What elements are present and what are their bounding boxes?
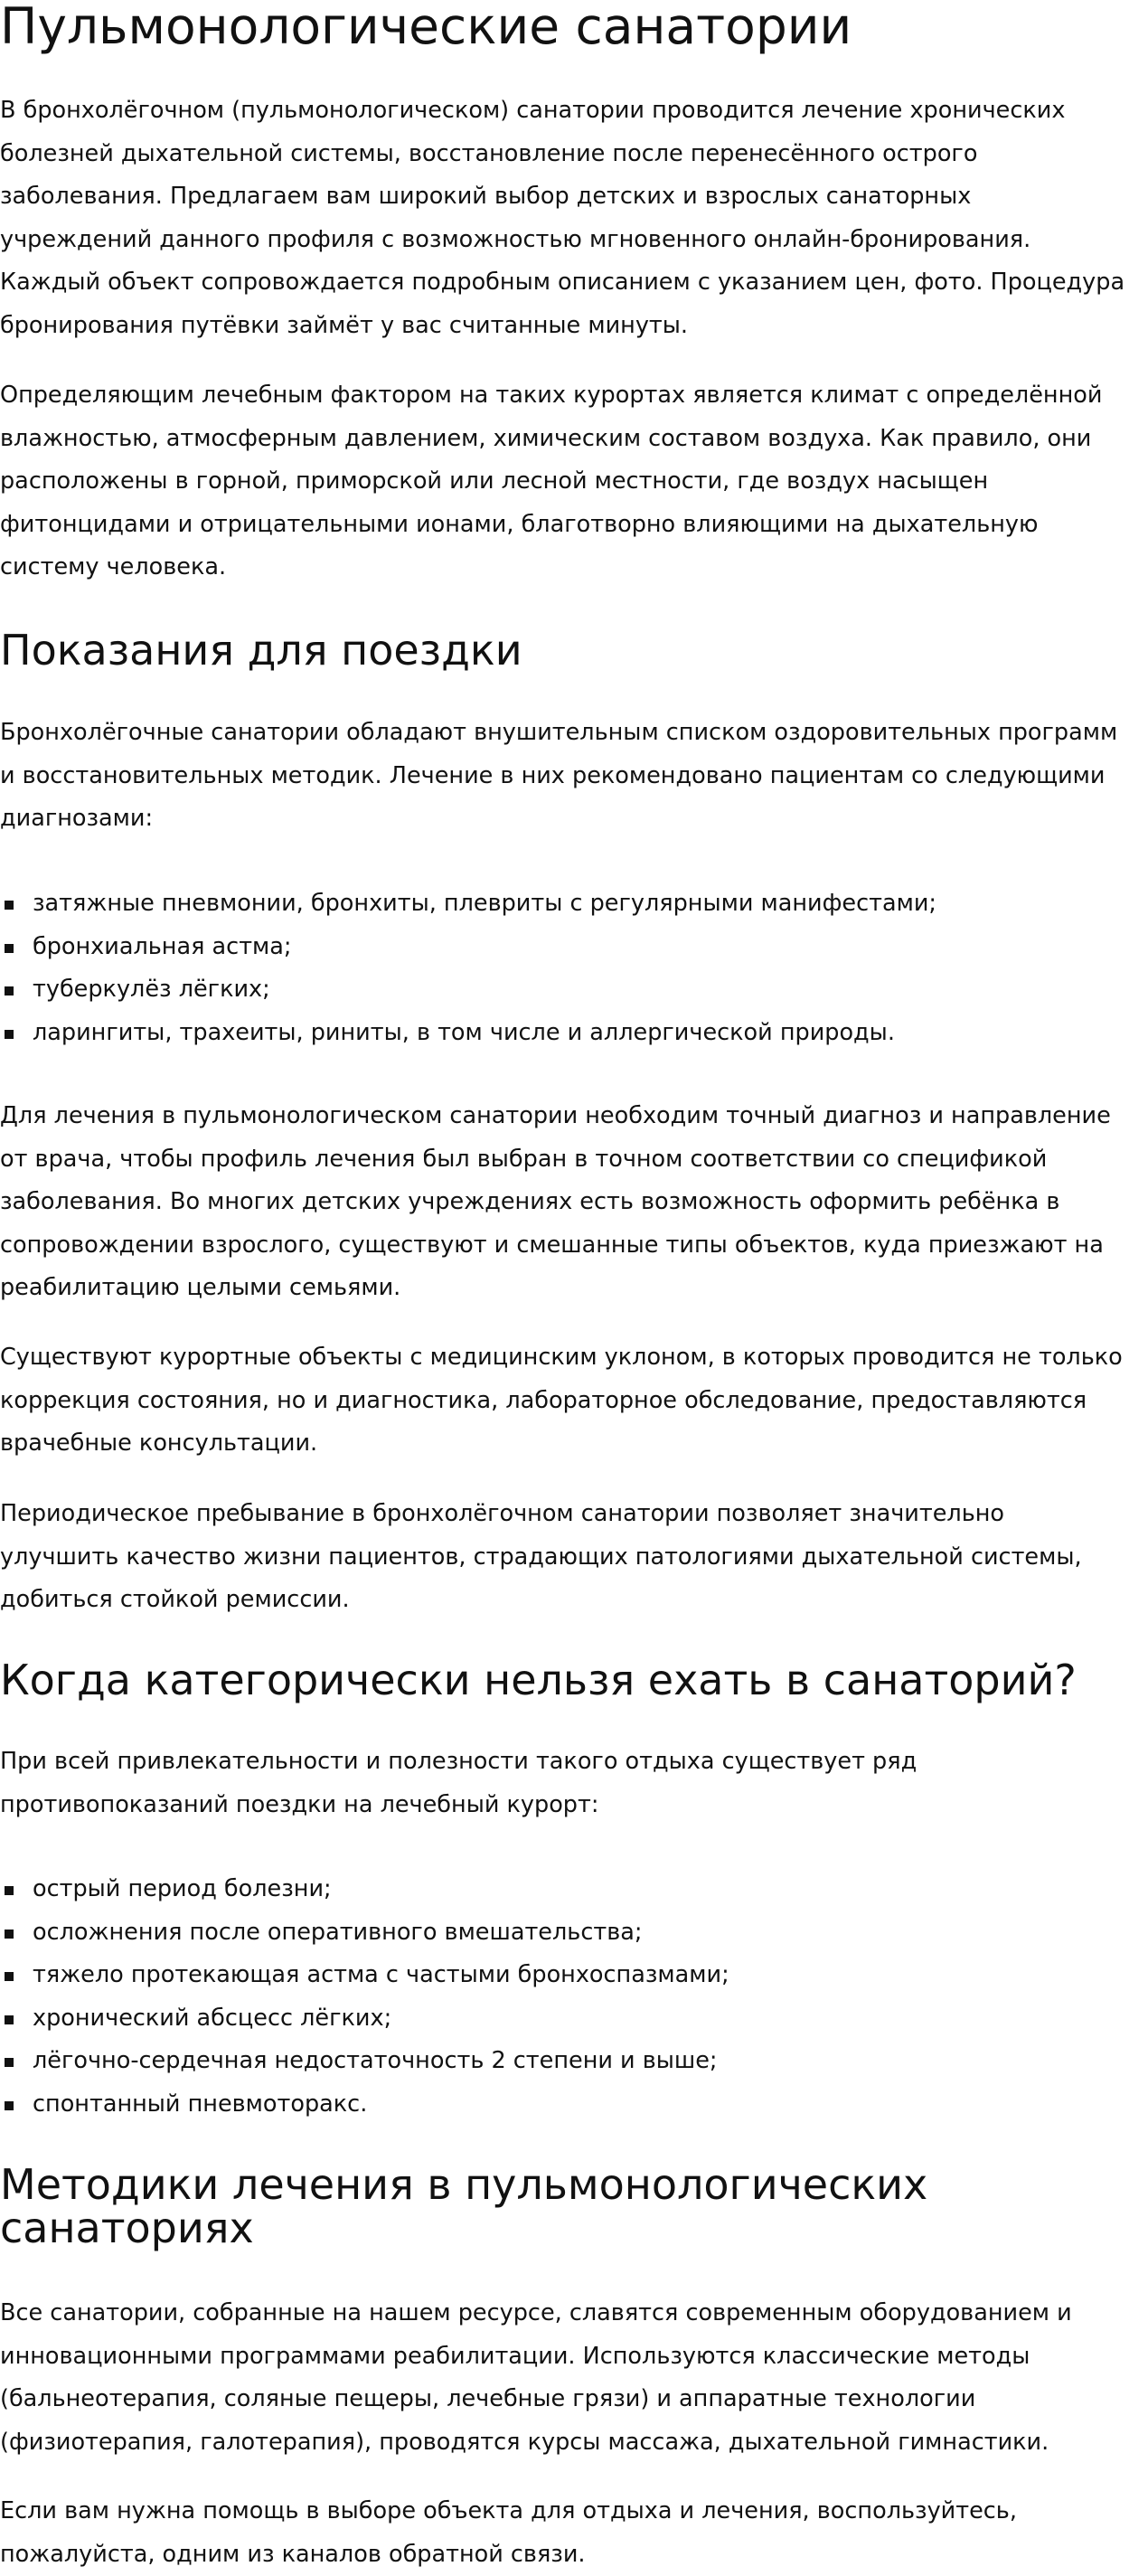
text-line: (бальнеотерапия, соляные пещеры, лечебные грязи) и аппаратные технологии [0,2385,976,2413]
section-heading-contraindications: Когда категорически нельзя ехать в санаторий? [0,1656,1077,1704]
indications-paragraph-1 [0,1095,1111,1310]
methods-paragraph-1 [0,2292,1072,2464]
text-line: заболевания. Во многих детских учреждениях есть возможность оформить ребёнка в [0,1188,1060,1216]
intro-paragraph-1 [0,90,1124,348]
list-item: острый период болезни; [0,1868,729,1911]
list-item: спонтанный пневмоторакс. [0,2083,729,2127]
contraindications-lead [0,1741,917,1826]
list-item: тяжело протекающая астма с частыми бронхоспазмами; [0,1954,729,1997]
indications-paragraph-3 [0,1493,1082,1622]
text-line: болезней дыхательной системы, восстановление после перенесённого острого [0,139,978,167]
text-line: сопровождении взрослого, существуют и смешанные типы объектов, куда приезжают на [0,1231,1104,1259]
text-line: Определяющим лечебным фактором на таких курортах является климат с определённой [0,382,1103,409]
text-line: заболевания. Предлагаем вам широкий выбор детских и взрослых санаторных [0,183,972,211]
list-item: осложнения после оперативного вмешательства; [0,1911,729,1955]
page-title: Пульмонологические санатории [0,0,852,55]
heading-line: санаториях [0,2203,254,2252]
text-line: При всей привлекательности и полезности такого отдыха существует ряд [0,1748,917,1775]
text-line: влажностью, атмосферным давлением, химическим составом воздуха. Как правило, они [0,424,1092,452]
text-line: и восстановительных методик. Лечение в них рекомендовано пациентам со следующими [0,761,1106,789]
text-line: улучшить качество жизни пациентов, страдающих патологиями дыхательной системы, [0,1543,1082,1571]
text-line: врачебные консультации. [0,1430,318,1458]
text-line: бронирования путёвки займёт у вас считанные минуты. [0,311,689,339]
section-heading-indications: Показания для поездки [0,626,522,675]
list-item: затяжные пневмонии, бронхиты, плевриты с регулярными манифестами; [0,882,936,926]
text-line: диагнозами: [0,805,154,833]
intro-paragraph-2 [0,374,1102,590]
text-line: Для лечения в пульмонологическом санатории необходим точный диагноз и направление [0,1102,1111,1129]
list-item: ларингиты, трахеиты, риниты, в том числе и аллергической природы. [0,1012,936,1055]
section-heading-methods [0,2160,928,2252]
text-line: Периодическое пребывание в бронхолёгочном санатории позволяет значительно [0,1500,1005,1527]
indications-lead [0,712,1117,841]
text-line: пожалуйста, одним из каналов обратной связи. [0,2540,586,2568]
text-line: фитонцидами и отрицательными ионами, благотворно влияющими на дыхательную [0,510,1039,538]
text-line: (физиотерапия, галотерапия), проводятся курсы массажа, дыхательной гимнастики. [0,2428,1049,2456]
text-line: Каждый объект сопровождается подробным описанием с указанием цен, фото. Процедура [0,269,1125,297]
indications-list [0,882,936,1054]
text-line: Если вам нужна помощь в выборе объекта для отдыха и лечения, воспользуйтесь, [0,2497,1017,2524]
indications-paragraph-2 [0,1336,1123,1466]
text-line: добиться стойкой ремиссии. [0,1586,350,1614]
list-item: хронический абсцесс лёгких; [0,1997,729,2041]
text-line: систему человека. [0,553,227,581]
text-line: расположены в горной, приморской или лесной местности, где воздух насыщен [0,467,989,495]
contraindications-list [0,1868,729,2127]
text-line: коррекция состояния, но и диагностика, лабораторное обследование, предоставляются [0,1386,1087,1414]
text-line: Бронхолёгочные санатории обладают внушительным списком оздоровительных программ [0,719,1118,746]
text-line: В бронхолёгочном (пульмонологическом) санатории проводится лечение хронических [0,97,1066,124]
methods-paragraph-2 [0,2490,1017,2576]
text-line: противопоказаний поездки на лечебный курорт: [0,1790,599,1818]
list-item: лёгочно-сердечная недостаточность 2 степени и выше; [0,2040,729,2083]
list-item: туберкулёз лёгких; [0,968,936,1012]
list-item: бронхиальная астма; [0,926,936,969]
heading-line: Методики лечения в пульмонологических [0,2160,928,2209]
text-line: учреждений данного профиля с возможностью мгновенного онлайн-бронирования. [0,225,1031,253]
text-line: реабилитацию целыми семьями. [0,1274,401,1302]
text-line: Существуют курортные объекты с медицинским уклоном, в которых проводится не только [0,1344,1123,1371]
text-line: от врача, чтобы профиль лечения был выбран в точном соответствии со спецификой [0,1145,1048,1173]
text-line: инновационными программами реабилитации. Используются классические методы [0,2342,1030,2370]
text-line: Все санатории, собранные на нашем ресурсе, славятся современным оборудованием и [0,2299,1072,2326]
